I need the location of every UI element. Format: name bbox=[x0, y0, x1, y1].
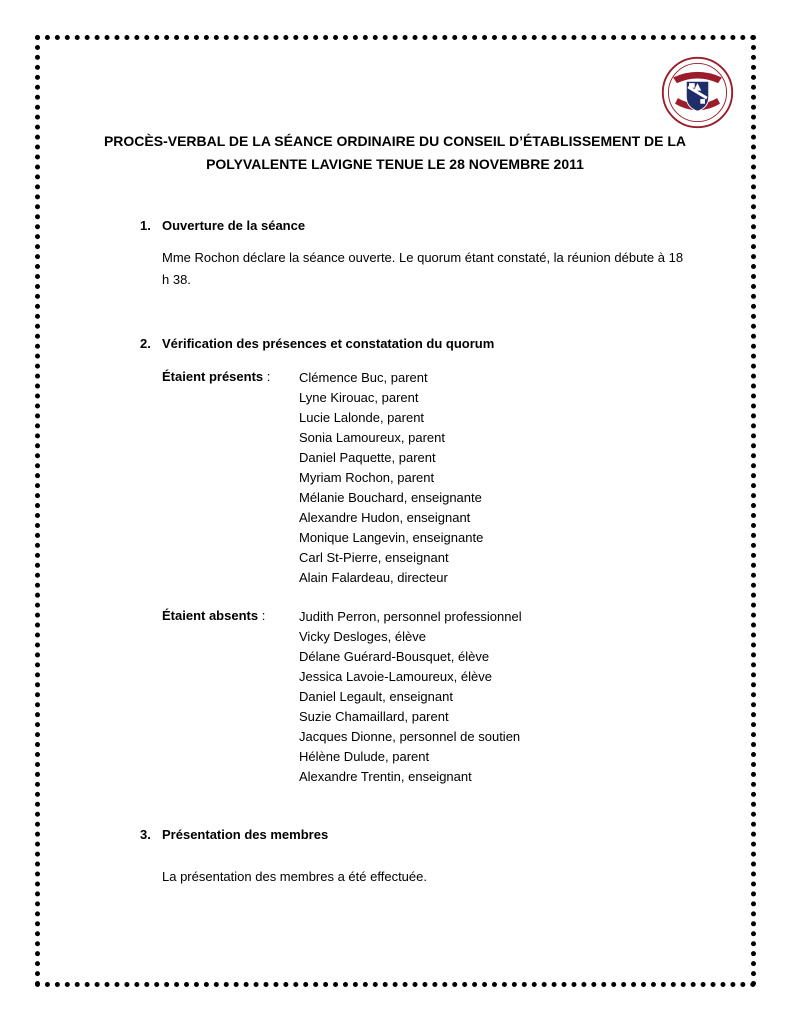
absent-label bbox=[162, 608, 265, 623]
list-item: Carl St-Pierre, enseignant bbox=[299, 550, 449, 565]
list-item: Mélanie Bouchard, enseignante bbox=[299, 490, 482, 505]
section-3-text: La présentation des membres a été effectuée. bbox=[162, 869, 427, 884]
list-item: Daniel Legault, enseignant bbox=[299, 689, 453, 704]
title-line-2: POLYVALENTE LAVIGNE TENUE LE 28 NOVEMBRE 2011 bbox=[206, 156, 584, 172]
list-item: Alexandre Trentin, enseignant bbox=[299, 769, 472, 784]
present-list bbox=[299, 368, 483, 588]
school-crest-icon bbox=[660, 55, 735, 130]
list-item: Jacques Dionne, personnel de soutien bbox=[299, 729, 521, 744]
section-title: Présentation des membres bbox=[162, 827, 329, 842]
absent-label-colon: : bbox=[258, 608, 266, 623]
list-item: Délane Guérard-Bousquet, élève bbox=[299, 649, 490, 664]
list-item: Lyne Kirouac, parent bbox=[299, 390, 419, 405]
list-item: Alain Falardeau, directeur bbox=[299, 570, 448, 585]
list-item: Sonia Lamoureux, parent bbox=[299, 430, 445, 445]
present-label bbox=[162, 369, 270, 384]
section-1-text: Mme Rochon déclare la séance ouverte. Le quorum étant constaté, la réunion débute à 18 h 38. bbox=[162, 250, 684, 287]
list-item: Monique Langevin, enseignante bbox=[299, 530, 484, 545]
list-item: Vicky Desloges, élève bbox=[299, 629, 426, 644]
list-item: Clémence Buc, parent bbox=[299, 370, 428, 385]
section-number: 2. bbox=[140, 336, 151, 351]
section-number: 1. bbox=[140, 218, 151, 233]
title-line-1: PROCÈS-VERBAL DE LA SÉANCE ORDINAIRE DU CONSEIL D’ÉTABLISSEMENT DE LA bbox=[103, 133, 687, 149]
list-item: Myriam Rochon, parent bbox=[299, 470, 435, 485]
absent-list bbox=[299, 607, 522, 787]
present-label-colon: : bbox=[263, 369, 271, 384]
section-title: Ouverture de la séance bbox=[162, 218, 306, 233]
list-item: Judith Perron, personnel professionnel bbox=[299, 609, 522, 624]
list-item: Jessica Lavoie-Lamoureux, élève bbox=[299, 669, 492, 684]
list-item: Daniel Paquette, parent bbox=[299, 450, 436, 465]
list-item: Alexandre Hudon, enseignant bbox=[299, 510, 471, 525]
absent-label-text: Étaient absents bbox=[162, 608, 259, 623]
list-item: Suzie Chamaillard, parent bbox=[299, 709, 449, 724]
section-number: 3. bbox=[140, 827, 151, 842]
list-item: Hélène Dulude, parent bbox=[299, 749, 430, 764]
section-title: Vérification des présences et constatation du quorum bbox=[162, 336, 495, 351]
document-title bbox=[95, 130, 695, 176]
present-label-text: Étaient présents bbox=[162, 369, 264, 384]
list-item: Lucie Lalonde, parent bbox=[299, 410, 425, 425]
